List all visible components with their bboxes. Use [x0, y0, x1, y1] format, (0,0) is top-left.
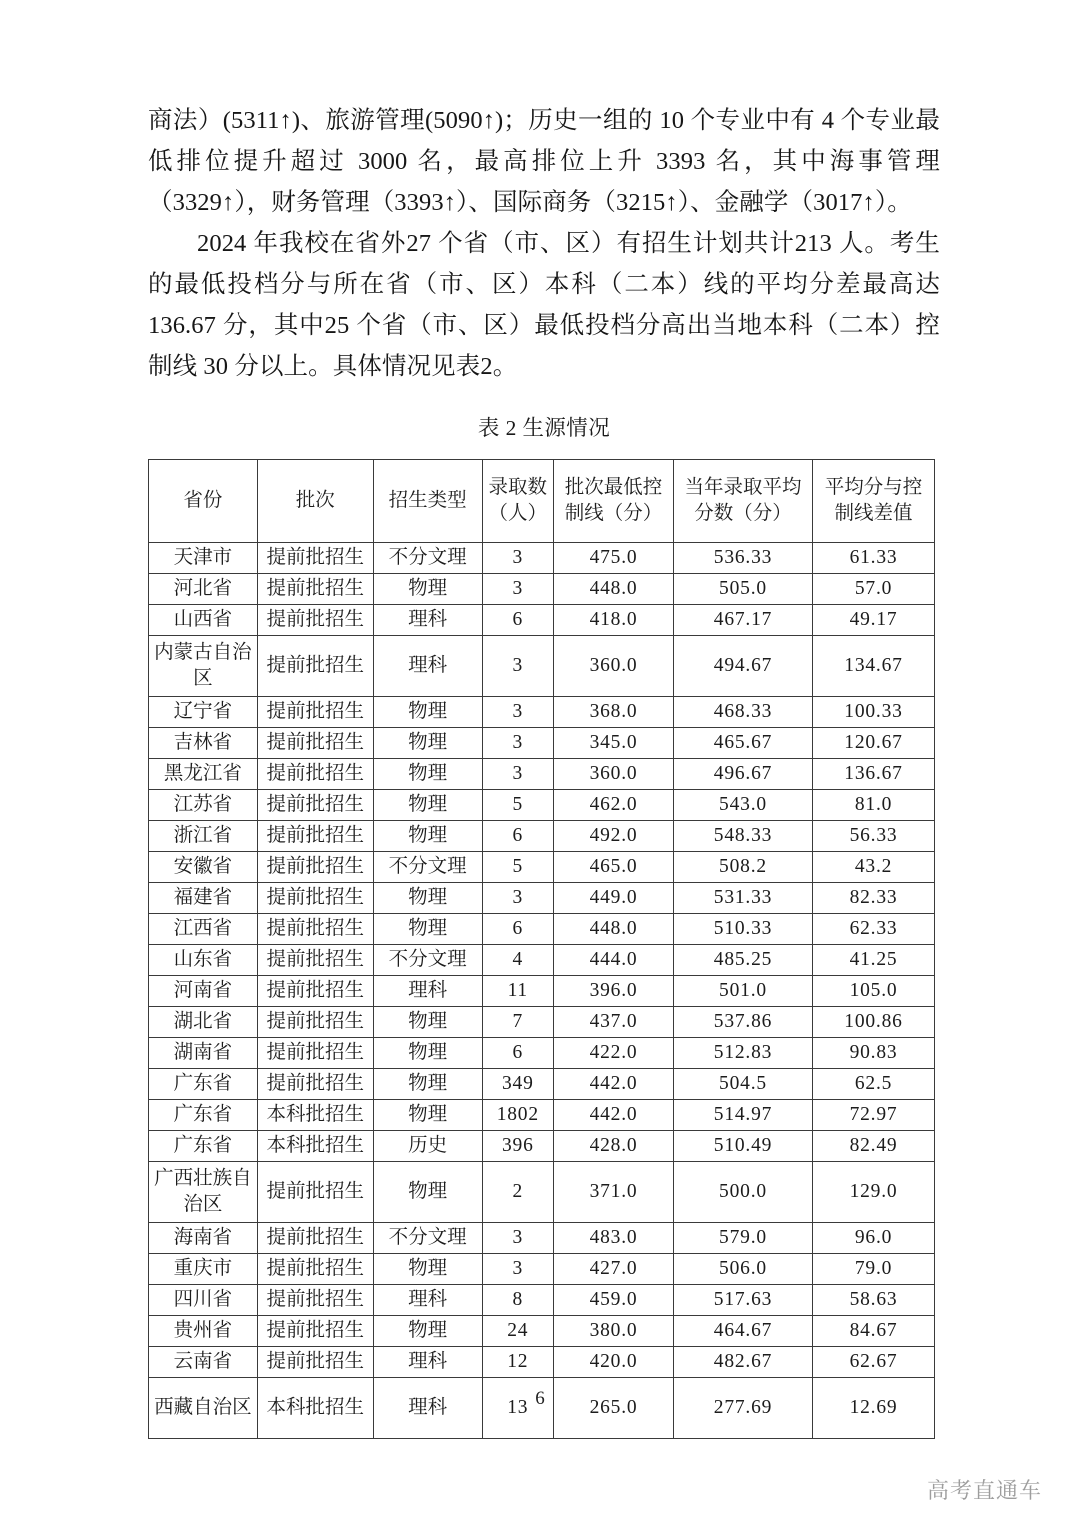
cell-batch: 提前批招生 [257, 883, 373, 914]
table-header-row [149, 460, 935, 543]
table-row [149, 945, 935, 976]
cell-province: 黑龙江省 [149, 759, 258, 790]
column-header-type: 招生类型 [373, 460, 482, 543]
cell-type: 物理 [373, 914, 482, 945]
cell-count: 6 [482, 605, 554, 636]
cell-difference: 136.67 [813, 759, 935, 790]
cell-difference: 96.0 [813, 1223, 935, 1254]
paragraph-enrollment-summary: 2024 年我校在省外27 个省（市、区）有招生计划共计213 人。考生的最低投档分与所在省（市、区）本科（二本）线的平均分差最高达 136.67 分，其中25 个省（市、区）最低投档分高出当地本科（二本）控制线 30 分以上。具体情况见表2。 [148, 230, 940, 380]
cell-min-line: 368.0 [554, 697, 674, 728]
cell-difference: 134.67 [813, 636, 935, 697]
cell-avg-score: 517.63 [673, 1285, 812, 1316]
cell-province: 云南省 [149, 1347, 258, 1378]
cell-type: 物理 [373, 728, 482, 759]
cell-type: 理科 [373, 605, 482, 636]
cell-count: 4 [482, 945, 554, 976]
table-row [149, 1347, 935, 1378]
column-header-difference: 平均分与控制线差值 [813, 460, 935, 543]
table-row [149, 1162, 935, 1223]
cell-batch: 提前批招生 [257, 605, 373, 636]
cell-difference: 120.67 [813, 728, 935, 759]
cell-avg-score: 500.0 [673, 1162, 812, 1223]
cell-type: 理科 [373, 636, 482, 697]
cell-difference: 100.86 [813, 1007, 935, 1038]
cell-batch: 提前批招生 [257, 945, 373, 976]
cell-count: 6 [482, 821, 554, 852]
cell-type: 物理 [373, 790, 482, 821]
cell-min-line: 465.0 [554, 852, 674, 883]
cell-batch: 提前批招生 [257, 728, 373, 759]
cell-difference: 49.17 [813, 605, 935, 636]
source-data-table [148, 459, 935, 1439]
cell-province: 河北省 [149, 574, 258, 605]
cell-type: 历史 [373, 1131, 482, 1162]
cell-difference: 105.0 [813, 976, 935, 1007]
cell-min-line: 444.0 [554, 945, 674, 976]
cell-avg-score: 505.0 [673, 574, 812, 605]
table-row [149, 852, 935, 883]
cell-count: 6 [482, 1038, 554, 1069]
cell-difference: 12.69 [813, 1378, 935, 1439]
cell-avg-score: 468.33 [673, 697, 812, 728]
cell-count: 5 [482, 790, 554, 821]
cell-avg-score: 482.67 [673, 1347, 812, 1378]
cell-count: 24 [482, 1316, 554, 1347]
column-header-min-line: 批次最低控制线（分） [554, 460, 674, 543]
cell-batch: 提前批招生 [257, 1285, 373, 1316]
cell-min-line: 360.0 [554, 759, 674, 790]
cell-type: 物理 [373, 883, 482, 914]
cell-min-line: 492.0 [554, 821, 674, 852]
cell-min-line: 380.0 [554, 1316, 674, 1347]
cell-avg-score: 506.0 [673, 1254, 812, 1285]
column-header-batch: 批次 [257, 460, 373, 543]
cell-batch: 提前批招生 [257, 1007, 373, 1038]
cell-min-line: 427.0 [554, 1254, 674, 1285]
cell-batch: 提前批招生 [257, 636, 373, 697]
cell-avg-score: 510.49 [673, 1131, 812, 1162]
cell-type: 理科 [373, 1285, 482, 1316]
cell-batch: 提前批招生 [257, 759, 373, 790]
cell-type: 理科 [373, 1347, 482, 1378]
cell-province: 湖北省 [149, 1007, 258, 1038]
cell-count: 3 [482, 728, 554, 759]
cell-count: 3 [482, 543, 554, 574]
cell-count: 3 [482, 1223, 554, 1254]
cell-province: 广东省 [149, 1100, 258, 1131]
cell-batch: 提前批招生 [257, 914, 373, 945]
cell-avg-score: 508.2 [673, 852, 812, 883]
cell-difference: 62.5 [813, 1069, 935, 1100]
cell-avg-score: 531.33 [673, 883, 812, 914]
cell-difference: 58.63 [813, 1285, 935, 1316]
cell-type: 不分文理 [373, 852, 482, 883]
cell-avg-score: 536.33 [673, 543, 812, 574]
cell-province: 西藏自治区 [149, 1378, 258, 1439]
cell-difference: 57.0 [813, 574, 935, 605]
cell-avg-score: 467.17 [673, 605, 812, 636]
cell-province: 山东省 [149, 945, 258, 976]
table-row [149, 697, 935, 728]
cell-batch: 提前批招生 [257, 1316, 373, 1347]
table-caption: 表 2 生源情况 [477, 416, 611, 440]
cell-min-line: 475.0 [554, 543, 674, 574]
cell-province: 福建省 [149, 883, 258, 914]
cell-min-line: 371.0 [554, 1162, 674, 1223]
table-row [149, 543, 935, 574]
cell-type: 不分文理 [373, 1223, 482, 1254]
cell-avg-score: 579.0 [673, 1223, 812, 1254]
table-container [148, 459, 940, 1439]
cell-min-line: 396.0 [554, 976, 674, 1007]
cell-province: 江西省 [149, 914, 258, 945]
cell-avg-score: 504.5 [673, 1069, 812, 1100]
watermark: 高考直通车 [926, 1478, 1042, 1503]
cell-province: 贵州省 [149, 1316, 258, 1347]
cell-type: 物理 [373, 1038, 482, 1069]
cell-difference: 62.33 [813, 914, 935, 945]
cell-difference: 129.0 [813, 1162, 935, 1223]
cell-type: 理科 [373, 976, 482, 1007]
cell-count: 1802 [482, 1100, 554, 1131]
table-row [149, 1069, 935, 1100]
cell-batch: 提前批招生 [257, 976, 373, 1007]
table-header [149, 460, 935, 543]
table-row [149, 1223, 935, 1254]
cell-batch: 提前批招生 [257, 697, 373, 728]
table-row [149, 1285, 935, 1316]
cell-type: 物理 [373, 1162, 482, 1223]
cell-min-line: 345.0 [554, 728, 674, 759]
cell-avg-score: 512.83 [673, 1038, 812, 1069]
table-row [149, 728, 935, 759]
cell-batch: 提前批招生 [257, 821, 373, 852]
cell-province: 广西壮族自治区 [149, 1162, 258, 1223]
cell-avg-score: 494.67 [673, 636, 812, 697]
cell-type: 不分文理 [373, 945, 482, 976]
cell-avg-score: 277.69 [673, 1378, 812, 1439]
cell-type: 物理 [373, 1069, 482, 1100]
table-body [149, 543, 935, 1439]
cell-batch: 提前批招生 [257, 790, 373, 821]
cell-min-line: 420.0 [554, 1347, 674, 1378]
cell-type: 物理 [373, 1100, 482, 1131]
cell-min-line: 418.0 [554, 605, 674, 636]
cell-batch: 本科批招生 [257, 1100, 373, 1131]
cell-batch: 提前批招生 [257, 574, 373, 605]
cell-type: 物理 [373, 1007, 482, 1038]
cell-province: 河南省 [149, 976, 258, 1007]
cell-batch: 提前批招生 [257, 1347, 373, 1378]
cell-count: 3 [482, 697, 554, 728]
cell-min-line: 442.0 [554, 1069, 674, 1100]
table-row [149, 759, 935, 790]
table-row [149, 883, 935, 914]
cell-avg-score: 537.86 [673, 1007, 812, 1038]
cell-difference: 90.83 [813, 1038, 935, 1069]
cell-count: 3 [482, 574, 554, 605]
table-row [149, 636, 935, 697]
cell-batch: 提前批招生 [257, 543, 373, 574]
cell-type: 物理 [373, 697, 482, 728]
cell-difference: 56.33 [813, 821, 935, 852]
cell-province: 湖南省 [149, 1038, 258, 1069]
cell-count: 3 [482, 883, 554, 914]
cell-batch: 提前批招生 [257, 1069, 373, 1100]
cell-count: 3 [482, 636, 554, 697]
cell-province: 江苏省 [149, 790, 258, 821]
cell-avg-score: 485.25 [673, 945, 812, 976]
column-header-count: 录取数（人） [482, 460, 554, 543]
cell-province: 广东省 [149, 1069, 258, 1100]
column-header-province: 省份 [149, 460, 258, 543]
cell-difference: 61.33 [813, 543, 935, 574]
table-row [149, 605, 935, 636]
table-row [149, 574, 935, 605]
cell-min-line: 265.0 [554, 1378, 674, 1439]
cell-batch: 提前批招生 [257, 1162, 373, 1223]
cell-difference: 72.97 [813, 1100, 935, 1131]
cell-min-line: 448.0 [554, 914, 674, 945]
cell-avg-score: 501.0 [673, 976, 812, 1007]
cell-difference: 43.2 [813, 852, 935, 883]
table-row [149, 1316, 935, 1347]
table-row [149, 1254, 935, 1285]
cell-type: 物理 [373, 821, 482, 852]
cell-difference: 84.67 [813, 1316, 935, 1347]
cell-count: 5 [482, 852, 554, 883]
cell-count: 8 [482, 1285, 554, 1316]
cell-province: 天津市 [149, 543, 258, 574]
cell-count: 11 [482, 976, 554, 1007]
paragraph-majors-ranking: 商法）(5311↑)、旅游管理(5090↑)；历史一组的 10 个专业中有 4 个专业最低排位提升超过 3000 名，最高排位上升 3393 名，其中海事管理（3329↑），财务管理（3393↑）、国际商务（3215↑）、金融学（3017↑）。 [148, 107, 940, 216]
cell-type: 物理 [373, 574, 482, 605]
cell-batch: 提前批招生 [257, 1254, 373, 1285]
table-row [149, 1131, 935, 1162]
cell-min-line: 442.0 [554, 1100, 674, 1131]
cell-type: 物理 [373, 1316, 482, 1347]
cell-province: 内蒙古自治区 [149, 636, 258, 697]
cell-min-line: 459.0 [554, 1285, 674, 1316]
cell-avg-score: 465.67 [673, 728, 812, 759]
cell-type: 理科 [373, 1378, 482, 1439]
cell-type: 物理 [373, 1254, 482, 1285]
cell-avg-score: 514.97 [673, 1100, 812, 1131]
cell-count: 3 [482, 759, 554, 790]
cell-count: 6 [482, 914, 554, 945]
cell-province: 安徽省 [149, 852, 258, 883]
table-row [149, 914, 935, 945]
cell-min-line: 483.0 [554, 1223, 674, 1254]
cell-min-line: 360.0 [554, 636, 674, 697]
cell-difference: 79.0 [813, 1254, 935, 1285]
cell-province: 浙江省 [149, 821, 258, 852]
cell-avg-score: 548.33 [673, 821, 812, 852]
table-row [149, 821, 935, 852]
cell-difference: 62.67 [813, 1347, 935, 1378]
cell-avg-score: 543.0 [673, 790, 812, 821]
page-number: 6 [535, 1388, 545, 1409]
cell-difference: 81.0 [813, 790, 935, 821]
cell-min-line: 437.0 [554, 1007, 674, 1038]
cell-count: 349 [482, 1069, 554, 1100]
cell-count: 12 [482, 1347, 554, 1378]
cell-avg-score: 510.33 [673, 914, 812, 945]
cell-min-line: 449.0 [554, 883, 674, 914]
table-row [149, 790, 935, 821]
cell-difference: 82.49 [813, 1131, 935, 1162]
cell-min-line: 428.0 [554, 1131, 674, 1162]
table-row [149, 1038, 935, 1069]
cell-province: 重庆市 [149, 1254, 258, 1285]
table-row [149, 976, 935, 1007]
page-content [148, 100, 940, 1439]
cell-province: 辽宁省 [149, 697, 258, 728]
cell-province: 海南省 [149, 1223, 258, 1254]
cell-avg-score: 496.67 [673, 759, 812, 790]
cell-batch: 提前批招生 [257, 1223, 373, 1254]
cell-province: 山西省 [149, 605, 258, 636]
cell-type: 物理 [373, 759, 482, 790]
cell-count: 396 [482, 1131, 554, 1162]
cell-batch: 本科批招生 [257, 1378, 373, 1439]
cell-province: 广东省 [149, 1131, 258, 1162]
table-row [149, 1007, 935, 1038]
cell-batch: 提前批招生 [257, 852, 373, 883]
cell-batch: 本科批招生 [257, 1131, 373, 1162]
column-header-avg-score: 当年录取平均分数（分） [673, 460, 812, 543]
cell-count: 13 [482, 1378, 554, 1439]
cell-count: 3 [482, 1254, 554, 1285]
cell-batch: 提前批招生 [257, 1038, 373, 1069]
cell-min-line: 422.0 [554, 1038, 674, 1069]
cell-count: 7 [482, 1007, 554, 1038]
cell-province: 吉林省 [149, 728, 258, 759]
cell-count: 2 [482, 1162, 554, 1223]
cell-difference: 100.33 [813, 697, 935, 728]
cell-difference: 82.33 [813, 883, 935, 914]
cell-difference: 41.25 [813, 945, 935, 976]
cell-type: 不分文理 [373, 543, 482, 574]
cell-province: 四川省 [149, 1285, 258, 1316]
cell-avg-score: 464.67 [673, 1316, 812, 1347]
cell-min-line: 448.0 [554, 574, 674, 605]
cell-min-line: 462.0 [554, 790, 674, 821]
table-row [149, 1100, 935, 1131]
